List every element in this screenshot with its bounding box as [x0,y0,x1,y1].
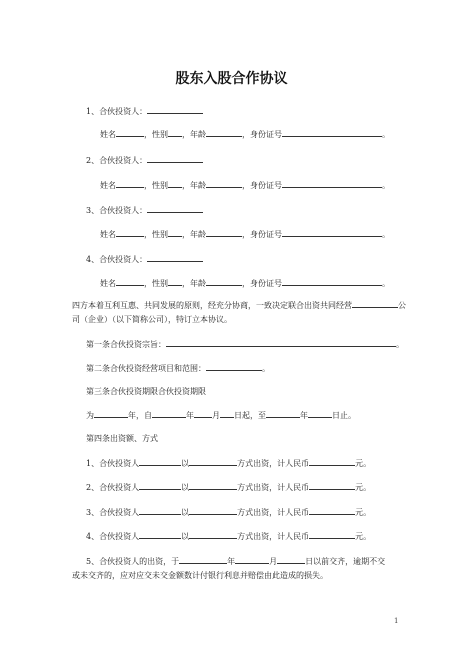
term-line: 为 年，自 年 月 日起，至 年 日止。 [86,411,356,420]
contribution-4: 4、合伙投资人 以 方式出资，计人民币 元。 [86,532,372,541]
article-2: 第二条合伙投资经营项目和范围： 。 [86,364,270,373]
investor-heading-1: 1、合伙投资人： [86,106,203,117]
investor-heading-3: 3、合伙投资人： [86,205,203,216]
contribution-2: 2、合伙投资人 以 方式出资，计人民币 元。 [86,483,372,492]
investor-heading-2: 2、合伙投资人： [86,155,203,166]
investor-heading-4: 4、合伙投资人： [86,254,203,265]
investor-fields-3: 姓名 ，性别 ，年龄 ，身份证号 。 [100,230,390,239]
investor-fields-2: 姓名 ，性别 ，年龄 ，身份证号 。 [100,181,390,190]
payment-deadline-line-2: 或未交齐的，应对应交未交金额数计付银行利息并赔偿由此造成的损失。 [72,571,328,580]
page-number: 1 [394,617,399,625]
contribution-1: 1、合伙投资人 以 方式出资，计人民币 元。 [86,459,372,468]
investor-fields-4: 姓名 ，性别 ，年龄 ，身份证号 。 [100,279,390,288]
intro-paragraph-line-2: 司（企业）（以下简称公司），特订立本协议。 [72,315,232,324]
page-title: 股东入股合作协议 [175,71,288,87]
investor-fields-1: 姓名 ，性别 ，年龄 ，身份证号 。 [100,130,390,139]
article-3: 第三条合伙投资期限合伙投资期限 [86,387,206,396]
payment-deadline-line-1: 5、合伙投资人的出资，于 年 月 日以前交齐，逾期不交 [86,557,386,566]
contribution-3: 3、合伙投资人 以 方式出资，计人民币 元。 [86,508,372,517]
article-1: 第一条合伙投资宗旨： 。 [86,340,404,349]
intro-paragraph-line-1: 四方本着互利互惠、共同发展的原则，经充分协商，一致决定联合出资共同经营 公 [72,301,406,310]
article-4: 第四条出资额、方式 [86,434,158,443]
